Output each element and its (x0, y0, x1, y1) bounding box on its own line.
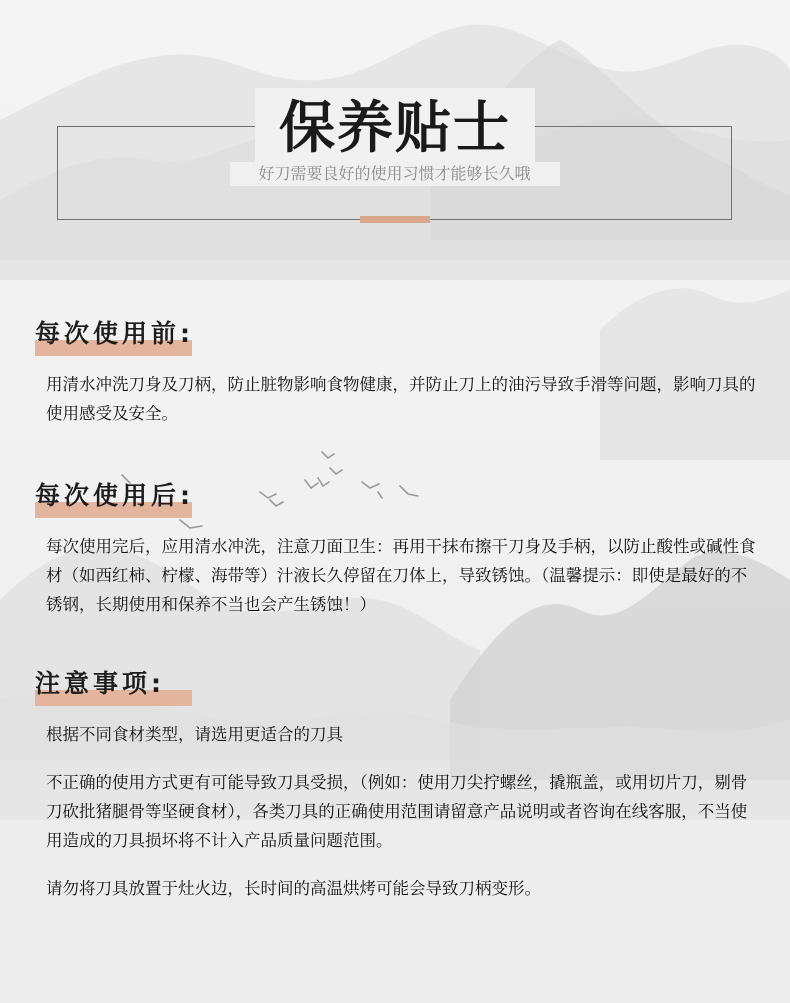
paragraph-notes-3: 请勿将刀具放置于灶火边，长时间的高温烘烤可能会导致刀柄变形。 (46, 879, 541, 898)
paragraph-after-use: 每次使用完后，应用清水冲洗，注意刀面卫生：再用干抹布擦干刀身及手柄，以防止酸性或碱性食材（如西红柿、柠檬、海带等）汁液长久停留在刀体上，导致锈蚀。（温馨提示：即使是最好的不锈钢，长期使用和保养不当也会产生锈蚀！） (46, 537, 756, 614)
paragraph-notes-1: 根据不同食材类型，请选用更适合的刀具 (46, 725, 343, 744)
accent-divider (360, 216, 430, 223)
section-heading-notes (35, 666, 165, 706)
section-heading-after-use (35, 478, 194, 518)
paragraph-before-use: 用清水冲洗刀身及刀柄，防止脏物影响食物健康，并防止刀上的油污导致手滑等问题，影响刀具的使用感受及安全。 (46, 375, 756, 423)
page-subtitle: 好刀需要良好的使用习惯才能够长久哦 (258, 164, 531, 183)
section-heading-text: 每次使用前: (35, 319, 194, 348)
section-heading-text: 每次使用后: (35, 481, 194, 510)
page-title: 保养贴士 (279, 95, 511, 161)
section-heading-text: 注意事项: (35, 669, 165, 698)
section-heading-before-use (35, 316, 194, 356)
paragraph-notes-2: 不正确的使用方式更有可能导致刀具受损，（例如：使用刀尖拧螺丝，撬瓶盖，或用切片刀，剔骨刀砍批猪腿骨等坚硬食材），各类刀具的正确使用范围请留意产品说明或者咨询在线客服，不当使用造成的刀具损坏将不计入产品质量问题范围。 (46, 773, 748, 850)
